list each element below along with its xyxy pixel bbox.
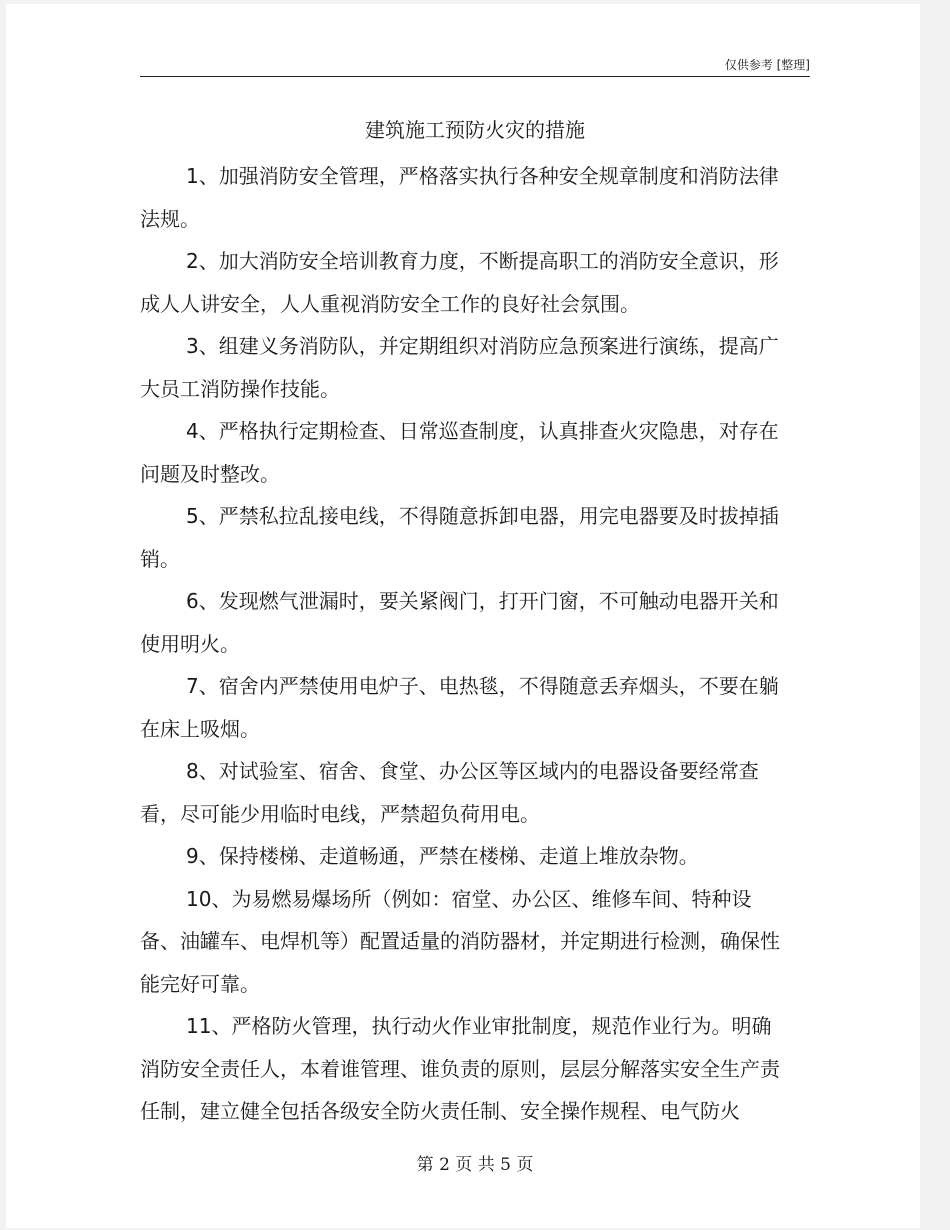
paragraph-3: 3、组建义务消防队，并定期组织对消防应急预案进行演练，提高广大员工消防操作技能。	[140, 334, 779, 401]
paragraph-9: 9、保持楼梯、走道畅通，严禁在楼梯、走道上堆放杂物。	[186, 844, 699, 868]
paragraph-11: 11、严格防火管理，执行动火作业审批制度，规范作业行为。明确消防安全责任人，本着谁管理、谁负责的原则，层层分解落实安全生产责任制，建立健全包括各级安全防火责任制、安全操作规程、电气防火	[140, 1014, 780, 1123]
paragraph-1: 1、加强消防安全管理，严格落实执行各种安全规章制度和消防法律法规。	[140, 164, 779, 231]
paragraph-4: 4、严格执行定期检查、日常巡查制度，认真排查火灾隐患，对存在问题及时整改。	[140, 419, 779, 486]
paragraph-5: 5、严禁私拉乱接电线，不得随意拆卸电器，用完电器要及时拔掉插销。	[140, 504, 779, 571]
paragraph-10: 10、为易燃易爆场所（例如：宿堂、办公区、维修车间、特种设备、油罐车、电焊机等）配置适量的消防器材，并定期进行检测，确保性能完好可靠。	[140, 886, 780, 996]
page-footer: 第 2 页 共 5 页	[416, 1155, 534, 1175]
paragraph-8: 8、对试验室、宿舍、食堂、办公区等区域内的电器设备要经常查看，尽可能少用临时电线，严禁超负荷用电。	[140, 759, 759, 826]
document-title: 建筑施工预防火灾的措施	[365, 118, 585, 142]
page-header	[140, 52, 810, 77]
paragraph-6: 6、发现燃气泄漏时，要关紧阀门，打开门窗，不可触动电器开关和使用明火。	[140, 589, 779, 656]
header-note: 仅供参考 [整理]	[724, 58, 810, 72]
paragraph-2: 2、加大消防安全培训教育力度，不断提高职工的消防安全意识，形成人人讲安全，人人重视消防安全工作的良好社会氛围。	[140, 249, 779, 316]
paragraph-7: 7、宿舍内严禁使用电炉子、电热毯，不得随意丢弃烟头，不要在躺在床上吸烟。	[140, 674, 779, 741]
document-body	[140, 155, 790, 1133]
